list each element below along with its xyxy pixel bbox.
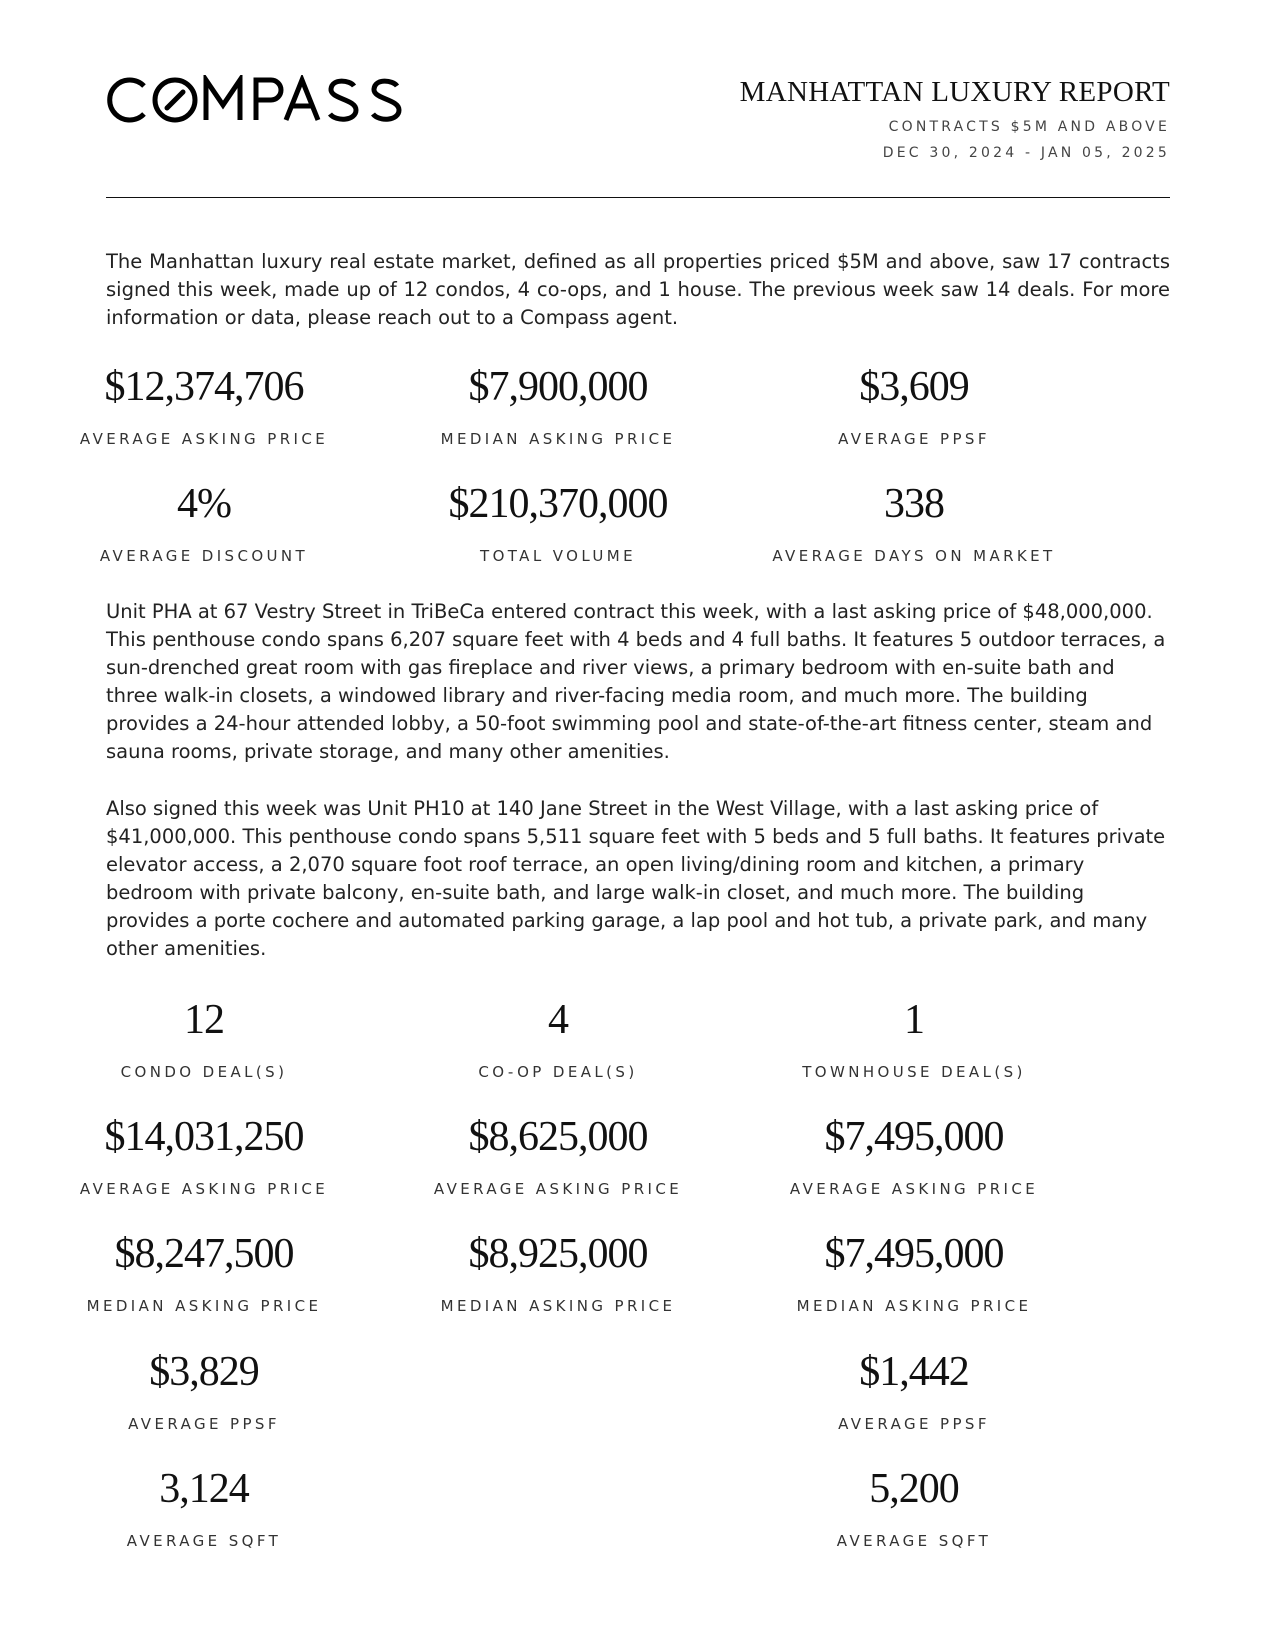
featured-listing-2: Also signed this week was Unit PH10 at 140 Jane Street in the West Village, with a last asking price of $41,000,000. This penthouse condo spans 5,511 square feet with 5 beds and 5 full baths. It features private elevator access, a 2,070 square foot roof terrace, an open living/dining room and kitchen, a primary bedroom with private balcony, en-suite bath, and large walk-in closet, and much more. The building provides a porte cochere and automated parking garage, a lap pool and hot tub, a private park, and many other amenities.: [106, 797, 1166, 960]
stat-value: 338: [884, 481, 944, 527]
stat-value: $3,609: [859, 364, 969, 410]
stat-value: $8,625,000: [468, 1114, 648, 1160]
report-subtitle: CONTRACTS $5M AND ABOVE: [888, 119, 1170, 135]
stat-label: AVERAGE ASKING PRICE: [433, 1180, 683, 1198]
stat-average-days-on-market: [736, 479, 1092, 566]
stat-value: 4%: [177, 481, 231, 527]
condo-average-ppsf: [26, 1347, 382, 1434]
stat-average-ppsf: [736, 362, 1092, 449]
condo-average-sqft: [26, 1464, 382, 1551]
stat-label: AVERAGE DISCOUNT: [99, 547, 309, 565]
stat-label: CO-OP DEAL(S): [478, 1063, 638, 1081]
stat-label: AVERAGE DAYS ON MARKET: [772, 547, 1056, 565]
stat-value: 4: [548, 997, 568, 1043]
coop-average-asking-price: [380, 1112, 736, 1199]
stat-label: AVERAGE ASKING PRICE: [789, 1180, 1039, 1198]
stat-label: AVERAGE PPSF: [838, 430, 990, 448]
stat-value: $210,370,000: [448, 481, 668, 527]
featured-listing-1: Unit PHA at 67 Vestry Street in TriBeCa entered contract this week, with a last asking price of $48,000,000. This penthouse condo spans 6,207 square feet with 4 beds and 4 full baths. It features 5 outdoor terraces, a sun-drenched great room with gas fireplace and river views, a primary bedroom with en-suite bath and three walk-in closets, a windowed library and river-facing media room, and much more. The building provides a 24-hour attended lobby, a 50-foot swimming pool and state-of-the-art fitness center, steam and sauna rooms, private storage, and many other amenities.: [106, 600, 1166, 763]
stat-label: MEDIAN ASKING PRICE: [440, 430, 676, 448]
stat-value: 3,124: [159, 1466, 249, 1512]
stat-label: MEDIAN ASKING PRICE: [86, 1297, 322, 1315]
stat-total-volume: [380, 479, 736, 566]
stat-value: $7,495,000: [824, 1231, 1004, 1277]
stat-value: 12: [184, 997, 224, 1043]
stat-label: CONDO DEAL(S): [120, 1063, 288, 1081]
stat-label: AVERAGE PPSF: [128, 1415, 280, 1433]
stat-value: 1: [904, 997, 924, 1043]
stat-value: $7,495,000: [824, 1114, 1004, 1160]
stat-value: $7,900,000: [468, 364, 648, 410]
stat-average-discount: [26, 479, 382, 566]
stat-label: AVERAGE ASKING PRICE: [79, 1180, 329, 1198]
stat-value: $14,031,250: [104, 1114, 304, 1160]
stat-label: AVERAGE SQFT: [126, 1532, 282, 1550]
condo-average-asking-price: [26, 1112, 382, 1199]
stat-value: $8,925,000: [468, 1231, 648, 1277]
compass-logo: [106, 70, 418, 130]
header-divider: [106, 197, 1170, 198]
stat-value: $1,442: [859, 1349, 969, 1395]
coop-deals: [380, 995, 736, 1082]
coop-median-asking-price: [380, 1229, 736, 1316]
report-date-range: DEC 30, 2024 - JAN 05, 2025: [882, 145, 1170, 161]
townhouse-average-sqft: [736, 1464, 1092, 1551]
stat-label: TOWNHOUSE DEAL(S): [802, 1063, 1026, 1081]
report-title-block: [740, 74, 1170, 163]
townhouse-median-asking-price: [736, 1229, 1092, 1316]
report-title: MANHATTAN LUXURY REPORT: [739, 76, 1170, 108]
stat-value: $12,374,706: [104, 364, 304, 410]
stat-label: AVERAGE PPSF: [838, 1415, 990, 1433]
stat-value: $3,829: [149, 1349, 259, 1395]
condo-deals: [26, 995, 382, 1082]
stat-median-asking-price: [380, 362, 736, 449]
stat-label: TOTAL VOLUME: [480, 547, 636, 565]
report-header: [106, 0, 1170, 200]
townhouse-deals: [736, 995, 1092, 1082]
stat-label: AVERAGE ASKING PRICE: [79, 430, 329, 448]
stat-label: MEDIAN ASKING PRICE: [796, 1297, 1032, 1315]
stat-value: 5,200: [869, 1466, 959, 1512]
stat-label: AVERAGE SQFT: [836, 1532, 992, 1550]
intro-paragraph: The Manhattan luxury real estate market, defined as all properties priced $5M and above, saw 17 contracts signed this week, made up of 12 condos, 4 co-ops, and 1 house. The previous week saw 14 deals. For more information or data, please reach out to a Compass agent.: [106, 250, 1170, 329]
stat-label: MEDIAN ASKING PRICE: [440, 1297, 676, 1315]
condo-median-asking-price: [26, 1229, 382, 1316]
townhouse-average-ppsf: [736, 1347, 1092, 1434]
townhouse-average-asking-price: [736, 1112, 1092, 1199]
stat-average-asking-price: [26, 362, 382, 449]
report-page: [79, 0, 1170, 1650]
stat-value: $8,247,500: [114, 1231, 294, 1277]
compass-logo-wordmark: [106, 75, 418, 125]
